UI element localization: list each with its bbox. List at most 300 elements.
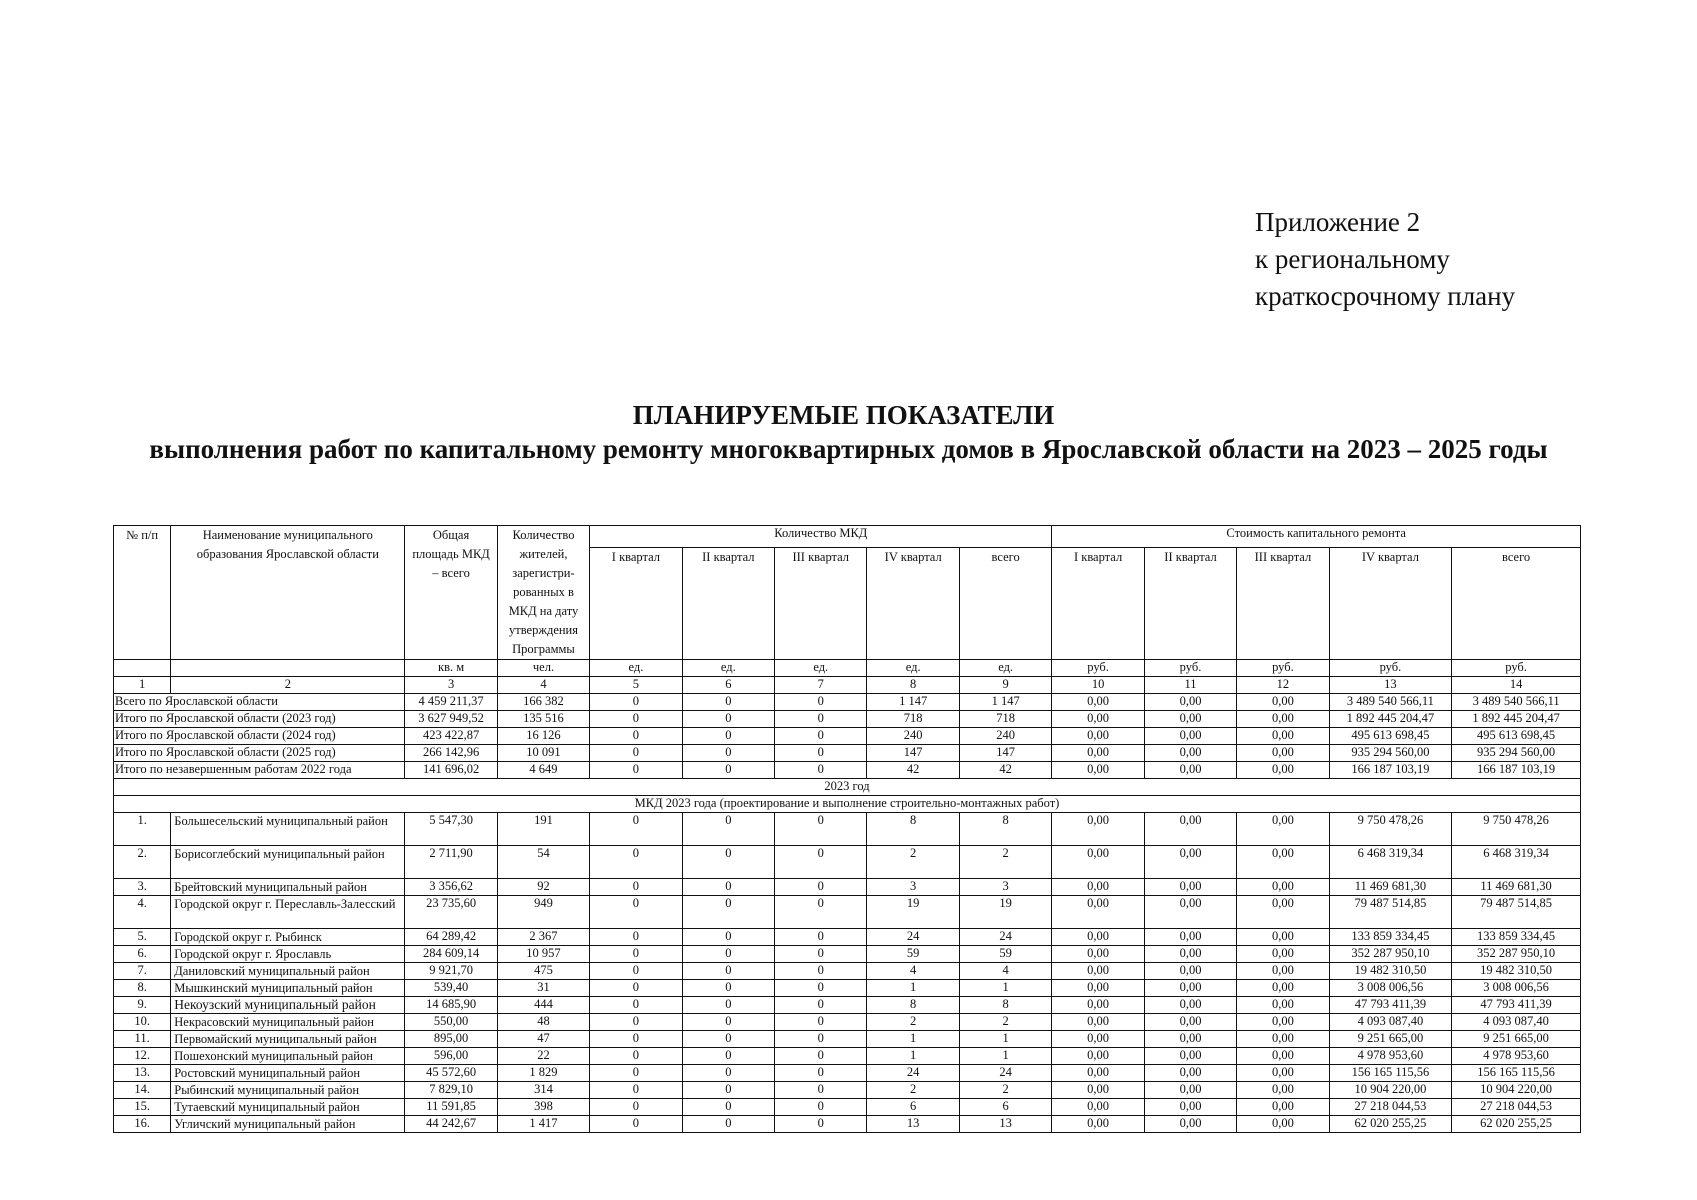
row-cell: 398 [497,1099,589,1116]
row-cell: 92 [497,879,589,896]
row-cell: 0 [682,813,774,846]
row-cell: 0,00 [1144,879,1236,896]
row-cell: 0 [775,1014,867,1031]
row-cell: 0 [682,846,774,879]
summary-cell: 495 613 698,45 [1452,728,1581,745]
row-cell: 0,00 [1144,1099,1236,1116]
row-cell: 1 417 [497,1116,589,1133]
row-number: 13. [114,1065,171,1082]
summary-cell: 0,00 [1237,728,1329,745]
header-num: № п/п [114,526,171,660]
summary-row [114,711,1581,728]
header-cost-q2: II квартал [1144,548,1236,660]
row-cell: 0 [682,1048,774,1065]
row-cell: 0 [590,997,682,1014]
row-cell: 0,00 [1052,1014,1144,1031]
row-cell: 31 [497,980,589,997]
summary-cell: 1 892 445 204,47 [1329,711,1452,728]
row-cell: 13 [867,1116,959,1133]
column-number: 9 [959,677,1051,694]
unit-cell: чел. [497,660,589,677]
header-row-groups [114,526,1581,548]
row-cell: 0 [775,879,867,896]
row-cell: 0,00 [1144,1116,1236,1133]
row-cell: 0 [590,1014,682,1031]
row-cell: 0 [775,1099,867,1116]
row-cell: 59 [867,946,959,963]
summary-cell: 0,00 [1052,711,1144,728]
summary-cell: 4 459 211,37 [405,694,497,711]
row-cell: 2 [867,846,959,879]
row-cell: 0 [775,963,867,980]
row-cell: 0,00 [1237,1099,1329,1116]
header-mkd-q2: II квартал [682,548,774,660]
header-cost-q4: IV квартал [1329,548,1452,660]
row-cell: 4 093 087,40 [1452,1014,1581,1031]
row-cell: 0 [775,1116,867,1133]
summary-cell: 147 [959,745,1051,762]
summary-row [114,745,1581,762]
row-cell: 895,00 [405,1031,497,1048]
row-cell: 4 978 953,60 [1452,1048,1581,1065]
row-cell: 133 859 334,45 [1329,929,1452,946]
column-number: 5 [590,677,682,694]
row-cell: 11 469 681,30 [1329,879,1452,896]
summary-cell: 0,00 [1144,711,1236,728]
summary-cell: 0,00 [1144,762,1236,779]
summary-cell: 0,00 [1237,711,1329,728]
summary-cell: 0 [775,745,867,762]
row-cell: 0,00 [1237,1082,1329,1099]
row-cell: 24 [959,1065,1051,1082]
row-cell: 0 [775,1065,867,1082]
row-cell: 0,00 [1237,1116,1329,1133]
row-cell: 0 [590,1099,682,1116]
row-cell: 0,00 [1237,946,1329,963]
row-cell: 0,00 [1237,963,1329,980]
summary-label: Итого по Ярославской области (2023 год) [114,711,405,728]
summary-cell: 3 489 540 566,11 [1329,694,1452,711]
summary-cell: 495 613 698,45 [1329,728,1452,745]
row-cell: 0 [775,946,867,963]
row-cell: 284 609,14 [405,946,497,963]
appendix-line: к региональному [1255,244,1450,274]
column-number: 1 [114,677,171,694]
row-cell: 9 251 665,00 [1452,1031,1581,1048]
unit-cell: ед. [867,660,959,677]
row-cell: 0,00 [1237,1014,1329,1031]
row-cell: 0,00 [1052,963,1144,980]
summary-row [114,694,1581,711]
row-cell: 6 [959,1099,1051,1116]
summary-cell: 0 [775,728,867,745]
row-cell: 10 904 220,00 [1329,1082,1452,1099]
unit-cell: ед. [959,660,1051,677]
table-body [114,526,1581,1133]
unit-cell: ед. [682,660,774,677]
summary-cell: 0 [590,745,682,762]
column-number: 10 [1052,677,1144,694]
row-cell: 550,00 [405,1014,497,1031]
summary-cell: 0 [682,694,774,711]
header-mkd-count: Количество МКД [590,526,1052,548]
header-name: Наименование муниципального образования Ярославской области [171,526,405,660]
table-row [114,1116,1581,1133]
row-cell: 45 572,60 [405,1065,497,1082]
section-year: 2023 год [114,779,1581,796]
summary-cell: 0,00 [1144,728,1236,745]
row-cell: 27 218 044,53 [1329,1099,1452,1116]
column-number: 8 [867,677,959,694]
unit-cell: ед. [775,660,867,677]
summary-cell: 0 [590,694,682,711]
summary-cell: 0 [590,728,682,745]
row-cell: 0 [590,813,682,846]
unit-cell-empty [114,660,171,677]
row-cell: 0,00 [1144,1014,1236,1031]
row-number: 10. [114,1014,171,1031]
row-cell: 1 [959,1048,1051,1065]
row-cell: 0 [590,1048,682,1065]
row-cell: 0 [682,879,774,896]
row-cell: 133 859 334,45 [1452,929,1581,946]
row-cell: 0,00 [1144,997,1236,1014]
municipality-name: Городской округ г. Ярославль [171,946,405,963]
row-cell: 11 591,85 [405,1099,497,1116]
row-cell: 0,00 [1144,1048,1236,1065]
row-cell: 3 356,62 [405,879,497,896]
municipality-name: Даниловский муниципальный район [171,963,405,980]
municipality-name: Большесельский муниципальный район [171,813,405,846]
row-cell: 2 [867,1082,959,1099]
row-cell: 6 468 319,34 [1329,846,1452,879]
row-cell: 79 487 514,85 [1452,896,1581,929]
row-cell: 0,00 [1144,980,1236,997]
row-cell: 22 [497,1048,589,1065]
column-number: 2 [171,677,405,694]
table-row [114,813,1581,846]
unit-cell: руб. [1144,660,1236,677]
row-number: 4. [114,896,171,929]
unit-cell-empty [171,660,405,677]
row-cell: 47 [497,1031,589,1048]
row-cell: 0,00 [1237,997,1329,1014]
row-cell: 0 [590,946,682,963]
summary-cell: 10 091 [497,745,589,762]
row-cell: 0,00 [1052,997,1144,1014]
row-cell: 0,00 [1144,846,1236,879]
summary-cell: 1 147 [959,694,1051,711]
section-subtitle: МКД 2023 года (проектирование и выполнение строительно-монтажных работ) [114,796,1581,813]
table-row [114,1099,1581,1116]
summary-cell: 718 [867,711,959,728]
row-cell: 352 287 950,10 [1329,946,1452,963]
summary-cell: 0,00 [1144,694,1236,711]
summary-row [114,728,1581,745]
summary-cell: 0,00 [1052,694,1144,711]
summary-row [114,762,1581,779]
row-cell: 0 [775,846,867,879]
row-cell: 4 [867,963,959,980]
row-cell: 0 [590,1031,682,1048]
row-cell: 0 [682,1014,774,1031]
row-cell: 156 165 115,56 [1329,1065,1452,1082]
header-mkd-q1: I квартал [590,548,682,660]
row-cell: 0 [682,896,774,929]
row-cell: 13 [959,1116,1051,1133]
table-row [114,997,1581,1014]
row-cell: 0 [682,1082,774,1099]
row-number: 2. [114,846,171,879]
row-cell: 3 008 006,56 [1452,980,1581,997]
row-cell: 2 [959,1082,1051,1099]
row-cell: 44 242,67 [405,1116,497,1133]
row-cell: 0 [590,980,682,997]
row-cell: 3 [959,879,1051,896]
row-cell: 47 793 411,39 [1329,997,1452,1014]
summary-cell: 0,00 [1052,728,1144,745]
appendix-line: Приложение 2 [1255,207,1421,237]
municipality-name: Некрасовский муниципальный район [171,1014,405,1031]
row-cell: 24 [867,1065,959,1082]
indicators-table [113,525,1581,1133]
row-cell: 0,00 [1052,980,1144,997]
row-cell: 4 [959,963,1051,980]
row-cell: 0,00 [1144,963,1236,980]
summary-cell: 166 187 103,19 [1329,762,1452,779]
municipality-name: Городской округ г. Рыбинск [171,929,405,946]
table-row [114,963,1581,980]
summary-cell: 423 422,87 [405,728,497,745]
row-cell: 0,00 [1144,1082,1236,1099]
header-mkd-q3: III квартал [775,548,867,660]
header-area: Общая площадь МКД – всего [405,526,497,660]
row-cell: 352 287 950,10 [1452,946,1581,963]
header-mkd-total: всего [959,548,1051,660]
row-cell: 0 [682,963,774,980]
row-cell: 9 750 478,26 [1329,813,1452,846]
summary-cell: 240 [867,728,959,745]
row-cell: 0,00 [1052,1082,1144,1099]
row-cell: 0,00 [1237,1031,1329,1048]
row-cell: 24 [867,929,959,946]
summary-cell: 0,00 [1144,745,1236,762]
row-cell: 0 [590,879,682,896]
summary-label: Всего по Ярославской области [114,694,405,711]
column-number: 3 [405,677,497,694]
summary-cell: 0 [775,711,867,728]
unit-cell: руб. [1452,660,1581,677]
row-cell: 11 469 681,30 [1452,879,1581,896]
row-cell: 2 [959,1014,1051,1031]
appendix-line: краткосрочному плану [1255,281,1516,311]
row-cell: 27 218 044,53 [1452,1099,1581,1116]
row-cell: 0 [682,946,774,963]
summary-cell: 1 892 445 204,47 [1452,711,1581,728]
row-cell: 0 [682,980,774,997]
column-number: 11 [1144,677,1236,694]
column-number: 13 [1329,677,1452,694]
column-number: 7 [775,677,867,694]
row-cell: 0,00 [1144,813,1236,846]
row-cell: 3 [867,879,959,896]
row-cell: 0,00 [1052,1116,1144,1133]
row-cell: 2 367 [497,929,589,946]
row-number: 11. [114,1031,171,1048]
summary-cell: 3 627 949,52 [405,711,497,728]
summary-cell: 0 [682,728,774,745]
row-cell: 2 [867,1014,959,1031]
summary-cell: 135 516 [497,711,589,728]
header-cost-total: всего [1452,548,1581,660]
row-cell: 24 [959,929,1051,946]
row-cell: 0,00 [1144,1065,1236,1082]
table-row [114,896,1581,929]
row-cell: 2 [959,846,1051,879]
row-cell: 0,00 [1052,929,1144,946]
row-cell: 1 [867,1031,959,1048]
municipality-name: Пошехонский муниципальный район [171,1048,405,1065]
municipality-name: Брейтовский муниципальный район [171,879,405,896]
row-cell: 8 [959,997,1051,1014]
row-cell: 0,00 [1237,1048,1329,1065]
row-number: 16. [114,1116,171,1133]
table-row [114,1065,1581,1082]
municipality-name: Угличский муниципальный район [171,1116,405,1133]
row-cell: 191 [497,813,589,846]
row-cell: 0 [775,980,867,997]
row-number: 1. [114,813,171,846]
row-cell: 1 [959,1031,1051,1048]
summary-cell: 166 187 103,19 [1452,762,1581,779]
summary-cell: 0 [590,711,682,728]
summary-cell: 3 489 540 566,11 [1452,694,1581,711]
row-number: 15. [114,1099,171,1116]
row-cell: 0 [590,896,682,929]
row-cell: 9 750 478,26 [1452,813,1581,846]
table-row [114,946,1581,963]
row-cell: 475 [497,963,589,980]
row-cell: 0,00 [1144,929,1236,946]
unit-cell: руб. [1052,660,1144,677]
row-cell: 1 [959,980,1051,997]
municipality-name: Первомайский муниципальный район [171,1031,405,1048]
row-cell: 8 [867,997,959,1014]
row-cell: 19 482 310,50 [1329,963,1452,980]
summary-cell: 718 [959,711,1051,728]
row-cell: 0 [775,929,867,946]
row-cell: 0,00 [1237,1065,1329,1082]
row-cell: 0 [682,1116,774,1133]
row-cell: 64 289,42 [405,929,497,946]
row-cell: 156 165 115,56 [1452,1065,1581,1082]
municipality-name: Борисоглебский муниципальный район [171,846,405,879]
column-numbers-row [114,677,1581,694]
table-row [114,1031,1581,1048]
summary-cell: 266 142,96 [405,745,497,762]
summary-cell: 0,00 [1237,694,1329,711]
column-number: 12 [1237,677,1329,694]
row-cell: 0 [590,1082,682,1099]
row-cell: 596,00 [405,1048,497,1065]
row-cell: 19 [867,896,959,929]
row-cell: 14 685,90 [405,997,497,1014]
row-cell: 0 [590,846,682,879]
row-cell: 0 [775,1031,867,1048]
row-cell: 0,00 [1052,846,1144,879]
table-row [114,980,1581,997]
summary-label: Итого по незавершенным работам 2022 года [114,762,405,779]
summary-cell: 0 [682,711,774,728]
row-cell: 0,00 [1237,879,1329,896]
column-number: 6 [682,677,774,694]
municipality-name: Городской округ г. Переславль-Залесский [171,896,405,929]
row-cell: 9 251 665,00 [1329,1031,1452,1048]
municipality-name: Рыбинский муниципальный район [171,1082,405,1099]
summary-cell: 4 649 [497,762,589,779]
row-cell: 6 468 319,34 [1452,846,1581,879]
appendix-note [1255,204,1515,315]
row-cell: 0 [775,1082,867,1099]
row-cell: 0 [590,929,682,946]
municipality-name: Ростовский муниципальный район [171,1065,405,1082]
row-cell: 949 [497,896,589,929]
row-number: 6. [114,946,171,963]
header-cost-q3: III квартал [1237,548,1329,660]
table-row [114,846,1581,879]
row-cell: 8 [959,813,1051,846]
row-cell: 539,40 [405,980,497,997]
row-cell: 7 829,10 [405,1082,497,1099]
summary-cell: 0 [775,762,867,779]
summary-label: Итого по Ярославской области (2024 год) [114,728,405,745]
section-subtitle-row [114,796,1581,813]
row-cell: 0,00 [1144,946,1236,963]
header-mkd-q4: IV квартал [867,548,959,660]
row-cell: 0 [590,963,682,980]
summary-cell: 1 147 [867,694,959,711]
row-cell: 19 482 310,50 [1452,963,1581,980]
row-cell: 23 735,60 [405,896,497,929]
row-cell: 19 [959,896,1051,929]
column-number: 14 [1452,677,1581,694]
row-number: 7. [114,963,171,980]
row-cell: 8 [867,813,959,846]
row-number: 3. [114,879,171,896]
row-cell: 54 [497,846,589,879]
row-cell: 9 921,70 [405,963,497,980]
row-cell: 10 957 [497,946,589,963]
summary-cell: 141 696,02 [405,762,497,779]
row-cell: 0,00 [1237,980,1329,997]
row-cell: 62 020 255,25 [1329,1116,1452,1133]
row-cell: 5 547,30 [405,813,497,846]
summary-cell: 0,00 [1052,745,1144,762]
row-cell: 0,00 [1144,1031,1236,1048]
row-number: 8. [114,980,171,997]
row-cell: 0,00 [1052,1048,1144,1065]
row-cell: 1 [867,1048,959,1065]
row-cell: 0 [682,1099,774,1116]
column-number: 4 [497,677,589,694]
summary-cell: 935 294 560,00 [1329,745,1452,762]
row-cell: 0,00 [1144,896,1236,929]
row-cell: 4 093 087,40 [1329,1014,1452,1031]
row-cell: 2 711,90 [405,846,497,879]
summary-cell: 240 [959,728,1051,745]
unit-cell: руб. [1237,660,1329,677]
row-cell: 0,00 [1052,1031,1144,1048]
